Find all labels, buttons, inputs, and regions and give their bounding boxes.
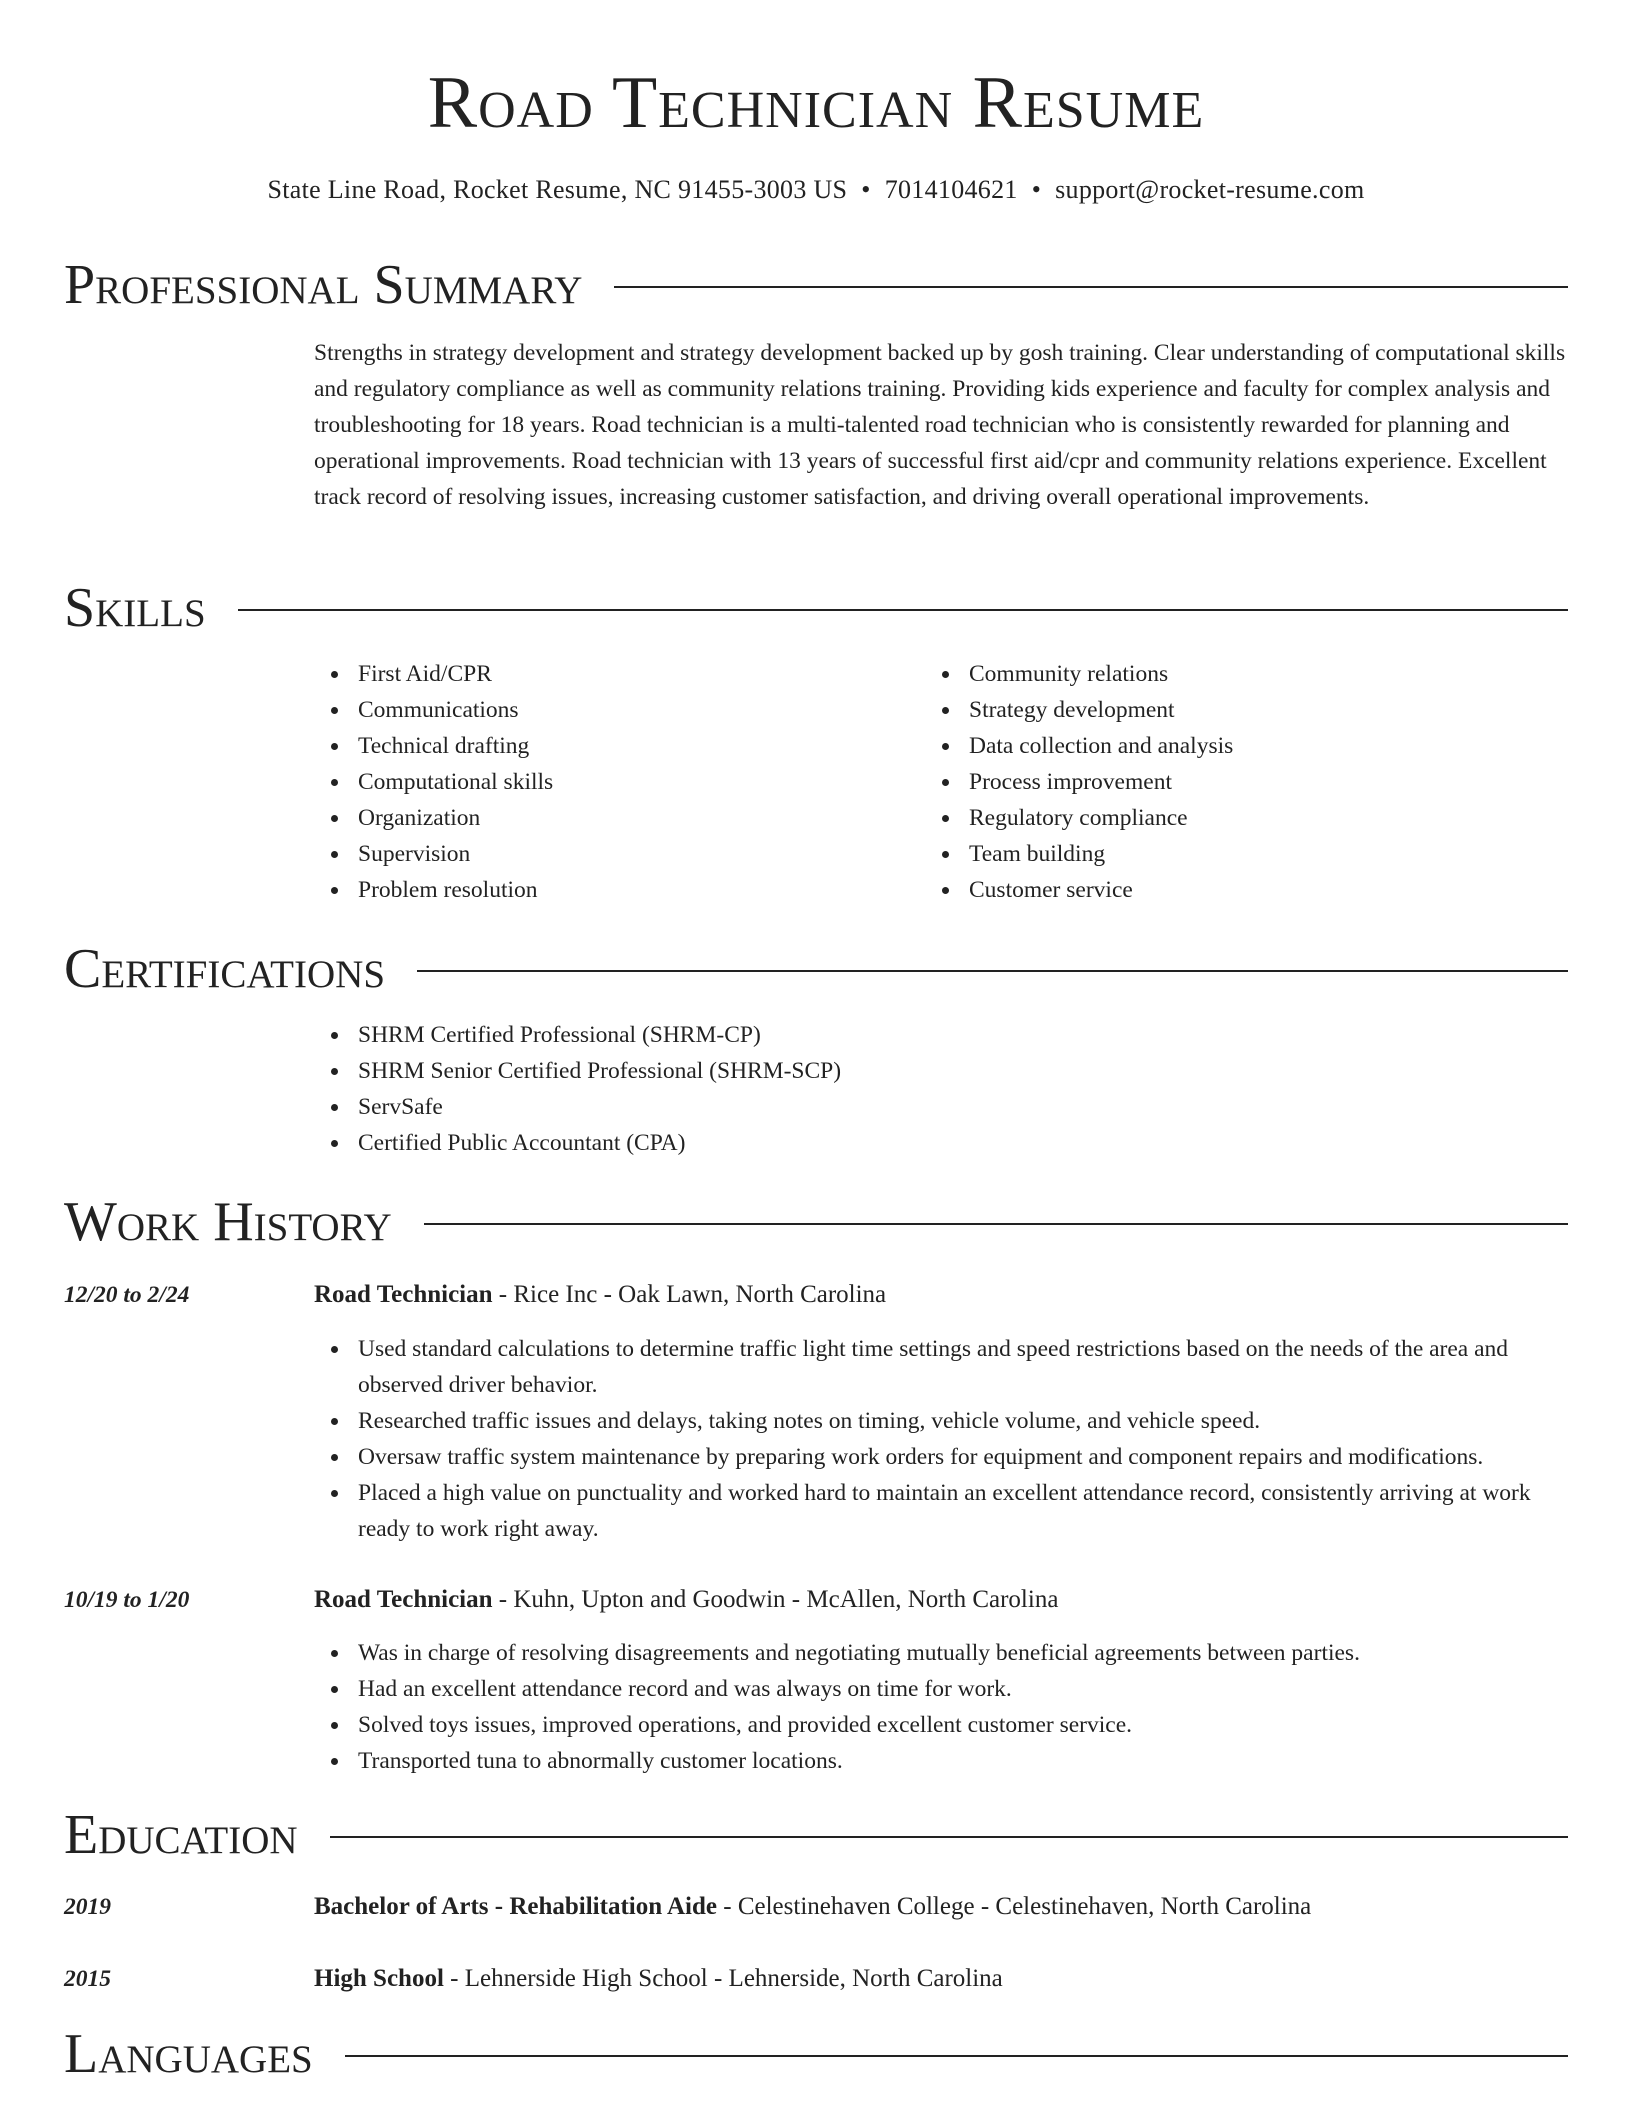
section-heading: Skills: [64, 577, 206, 639]
skill-item: Computational skills: [314, 764, 914, 800]
education-year: 2019: [64, 1894, 111, 1920]
skills-column-left: [314, 656, 914, 908]
contact-phone: 7014104621: [884, 175, 1018, 204]
section-education: [64, 1800, 1568, 1870]
section-skills: [64, 573, 1568, 643]
skill-item: Problem resolution: [314, 872, 914, 908]
education-entry: [64, 1889, 1568, 1925]
section-heading: Work History: [64, 1191, 392, 1253]
certification-item: ServSafe: [314, 1089, 1570, 1125]
education-degree: High School: [314, 1965, 444, 1992]
job-bullet: Solved toys issues, improved operations, and provided excellent customer service.: [314, 1707, 1570, 1743]
job-bullet: Oversaw traffic system maintenance by preparing work orders for equipment and component repairs and modifications.: [314, 1439, 1570, 1475]
job-bullet: Was in charge of resolving disagreements and negotiating mutually beneficial agreements between parties.: [314, 1635, 1570, 1671]
skill-item: Customer service: [925, 872, 1525, 908]
education-entry: [64, 1961, 1568, 1997]
section-certifications: [64, 934, 1568, 1004]
contact-line: [0, 172, 1632, 208]
skill-item: Data collection and analysis: [925, 728, 1525, 764]
section-divider: [417, 970, 1568, 972]
job-bullet: Used standard calculations to determine traffic light time settings and speed restrictions based on the needs of the area and observed driver behavior.: [314, 1331, 1570, 1403]
education-details: - Celestinehaven College - Celestinehaven, North Carolina: [717, 1893, 1312, 1920]
skill-item: Supervision: [314, 836, 914, 872]
section-heading: Education: [64, 1804, 298, 1866]
education-details: - Lehnerside High School - Lehnerside, North Carolina: [443, 1965, 1003, 1992]
contact-separator: •: [1031, 175, 1042, 204]
education-info: [314, 1889, 1568, 1925]
job-dates: 10/19 to 1/20: [64, 1587, 190, 1613]
job-bullet: Had an excellent attendance record and was always on time for work.: [314, 1671, 1570, 1707]
job-bullets: [314, 1635, 1570, 1779]
job-bullet: Researched traffic issues and delays, taking notes on timing, vehicle volume, and vehicle speed.: [314, 1403, 1570, 1439]
job-details: - Kuhn, Upton and Goodwin - McAllen, North Carolina: [492, 1586, 1059, 1613]
job-title: Road Technician: [314, 1281, 493, 1308]
skill-item: Technical drafting: [314, 728, 914, 764]
job-bullet: Transported tuna to abnormally customer locations.: [314, 1743, 1570, 1779]
skill-item: Team building: [925, 836, 1525, 872]
skill-item: Regulatory compliance: [925, 800, 1525, 836]
job-dates: 12/20 to 2/24: [64, 1282, 190, 1308]
contact-email[interactable]: support@rocket-resume.com: [1055, 175, 1365, 204]
section-languages: [64, 2019, 1568, 2089]
job-header: [64, 1582, 1568, 1618]
certifications-list: [314, 1017, 1570, 1161]
section-divider: [238, 609, 1568, 611]
job-header: [64, 1277, 1568, 1313]
skill-item: First Aid/CPR: [314, 656, 914, 692]
section-heading: Certifications: [64, 938, 386, 1000]
job-info: [314, 1582, 1568, 1618]
certification-item: SHRM Senior Certified Professional (SHRM-SCP): [314, 1053, 1570, 1089]
education-degree: Bachelor of Arts - Rehabilitation Aide: [314, 1893, 718, 1920]
job-bullets: [314, 1331, 1570, 1547]
job-bullet: Placed a high value on punctuality and worked hard to maintain an excellent attendance record, consistently arriving at work ready to work right away.: [314, 1475, 1570, 1547]
skill-item: Community relations: [925, 656, 1525, 692]
job-title: Road Technician: [314, 1586, 493, 1613]
certification-item: SHRM Certified Professional (SHRM-CP): [314, 1017, 1570, 1053]
skill-item: Communications: [314, 692, 914, 728]
section-divider: [345, 2055, 1568, 2057]
education-year: 2015: [64, 1966, 111, 1992]
job-details: - Rice Inc - Oak Lawn, North Carolina: [492, 1281, 887, 1308]
resume-title: Road Technician Resume: [427, 62, 1205, 144]
section-professional-summary: [64, 250, 1568, 320]
skill-item: Process improvement: [925, 764, 1525, 800]
education-info: [314, 1961, 1568, 1997]
skills-column-right: [925, 656, 1525, 908]
skill-item: Organization: [314, 800, 914, 836]
certification-item: Certified Public Accountant (CPA): [314, 1125, 1570, 1161]
skill-item: Strategy development: [925, 692, 1525, 728]
contact-separator: •: [861, 175, 871, 204]
section-divider: [614, 286, 1568, 288]
section-divider: [330, 1836, 1568, 1838]
job-info: [314, 1277, 1568, 1313]
summary-text: Strengths in strategy development and strategy development backed up by gosh training. Clear understanding of computational skills and regulatory compliance as well as community relations training. Providing kids experience and faculty for complex analysis and troubleshooting for 18 years. Road technician is a multi-talented road technician who is consistently rewarded for planning and operational improvements. Road technician with 13 years of successful first aid/cpr and community relations experience. Excellent track record of resolving issues, increasing customer satisfaction, and driving overall operational improvements.: [314, 340, 1566, 510]
section-heading: Professional Summary: [64, 254, 583, 316]
section-work-history: [64, 1187, 1568, 1257]
contact-address: State Line Road, Rocket Resume, NC 91455-3003 US: [267, 175, 848, 204]
section-divider: [424, 1223, 1568, 1225]
section-heading: Languages: [64, 2023, 313, 2085]
